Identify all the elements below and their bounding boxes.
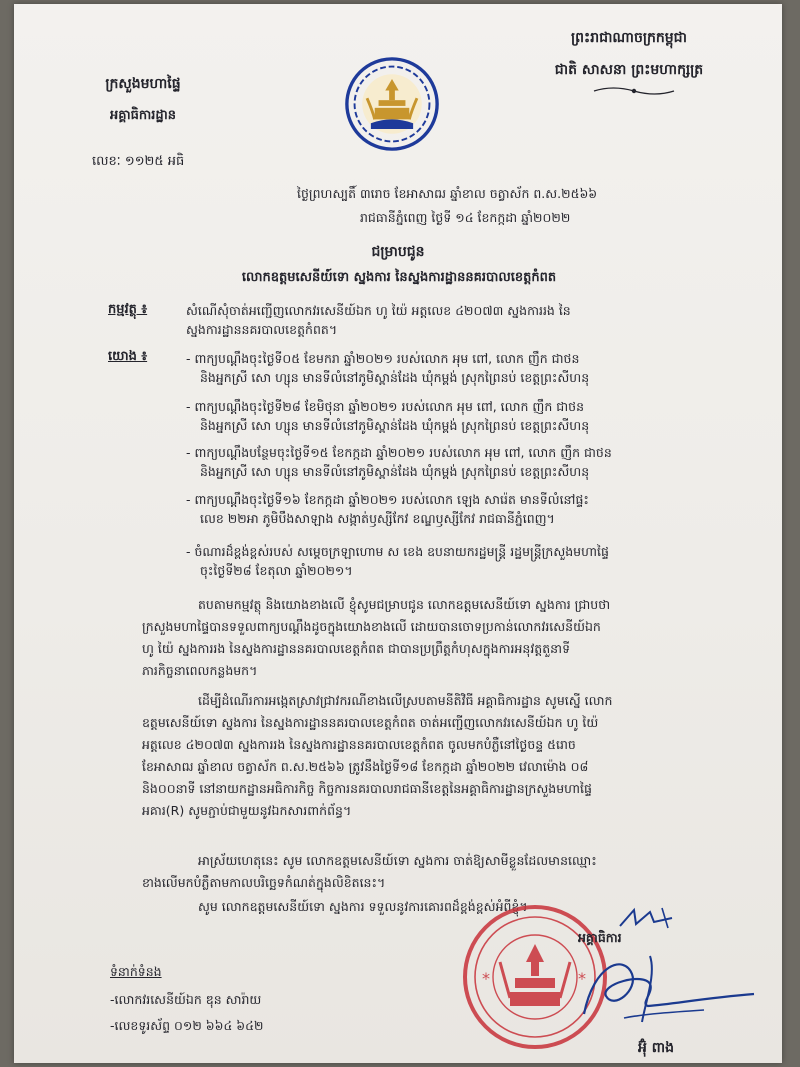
contact-heading: ទំនាក់ទំនង bbox=[110, 964, 162, 979]
reference-item: - ពាក្យបណ្តឹងបន្ថែមចុះថ្ងៃទី១៥ ខែកក្កដា ឆ្នាំ២០២១ របស់លោក អុម ពៅ, លោក ញឹក ជាថន bbox=[186, 445, 612, 460]
reference-item: និងអ្នកស្រី សោ ហ្សុន មានទីលំនៅភូមិស្ពាន់ដែង ឃុំកម្ពង់ ស្រុកព្រៃនប់ ខេត្តព្រះសីហនុ bbox=[200, 464, 590, 479]
lunar-date: ថ្ងៃព្រហស្បតិ៍ ៣រោច ខែអាសាឍ ឆ្នាំខាល ចត្វាស័ក ព.ស.២៥៦៦ bbox=[297, 186, 598, 201]
ministry-emblem-icon bbox=[344, 56, 440, 152]
signature-icon bbox=[554, 944, 774, 1034]
subject-line: ស្នងការដ្ឋាននគរបាលខេត្តកំពត។ bbox=[186, 322, 338, 337]
paragraph-line: ខែអាសាឍ ឆ្នាំខាល ចត្វាស័ក ព.ស.២៥៦៦ ត្រូវនឹងថ្ងៃទី១៨ ខែកក្កដា ឆ្នាំ២០២២ វេលាម៉ោង ០៨ bbox=[142, 759, 589, 774]
paragraph-line: សូម លោកឧត្តមសេនីយ៍ទោ ស្នងការ ទទួលនូវការគោរពដ៏ខ្ពង់ខ្ពស់អំពីខ្ញុំ។ bbox=[198, 899, 528, 914]
body-paragraph bbox=[142, 850, 702, 894]
svg-text:*: * bbox=[578, 969, 586, 988]
paragraph-line: ក្រសួងមហាផ្ទៃបានទទួលពាក្យបណ្តឹងដូចក្នុងយោងខាងលើ ដោយបានចោទប្រកាន់លោកវរសេនីយ៍ឯក bbox=[142, 619, 601, 634]
reference-item: លេខ ២២អា ភូមិបឹងសាឡាង សង្កាត់ឫស្សីកែវ ខណ្ឌឫស្សីកែវ រាជធានីភ្នំពេញ។ bbox=[200, 511, 555, 526]
signatory-title: អគ្គាធិការ bbox=[578, 930, 622, 945]
reference-item: - ចំណារដ៏ខ្ពង់ខ្ពស់របស់ សម្តេចក្រឡាហោម ស ខេង ឧបនាយករដ្ឋមន្ត្រី រដ្ឋមន្ត្រីក្រសួងមហាផ្ទៃ bbox=[186, 544, 609, 559]
department-name: អគ្គាធិការដ្ឋាន bbox=[109, 108, 176, 123]
national-motto: ជាតិ សាសនា ព្រះមហាក្សត្រ bbox=[554, 62, 704, 78]
paragraph-line: ខាងលើមកបំភ្លឺតាមកាលបរិច្ឆេទកំណត់ក្នុងលិខិតនេះ។ bbox=[142, 875, 386, 890]
reference-item: ចុះថ្ងៃទី២៨ ខែតុលា ឆ្នាំ២០២១។ bbox=[200, 563, 353, 578]
motto-ornament bbox=[592, 84, 676, 98]
reference-label: យោង ៖ bbox=[108, 349, 148, 364]
reference-item: - ពាក្យបណ្តឹងចុះថ្ងៃទី២៨ ខែមិថុនា ឆ្នាំ២០២១ របស់លោក អុម ពៅ, លោក ញឹក ជាថន bbox=[186, 399, 585, 414]
contact-person: -លោកវរសេនីយ៍ឯក ឌុន សារ៉ាយ bbox=[110, 992, 262, 1007]
reference-number: លេខៈ ១១២៥ អធិ bbox=[92, 154, 185, 169]
body-paragraph bbox=[142, 594, 702, 682]
paragraph-line: ឧត្តមសេនីយ៍ទោ ស្នងការ នៃស្នងការដ្ឋាននគរបាលខេត្តកំពត ចាត់អញ្ជើញលោកវរសេនីយ៍ឯក ហូ យ៉ៃ bbox=[142, 715, 599, 730]
addressee-name: លោកឧត្តមសេនីយ៍ទោ ស្នងការ នៃស្នងការដ្ឋាននគរបាលខេត្តកំពត bbox=[241, 270, 557, 285]
paragraph-line: អាស្រ័យហេតុនេះ សូម លោកឧត្តមសេនីយ៍ទោ ស្នងការ ចាត់ឱ្យសាមីខ្លួនដែលមានឈ្មោះ bbox=[198, 853, 597, 868]
svg-text:*: * bbox=[482, 969, 490, 988]
paragraph-line: ដើម្បីដំណើរការអង្កេតស្រាវជ្រាវករណីខាងលើស្របតាមនីតិវិធី អគ្គាធិការដ្ឋាន សូមស្នើ លោក bbox=[198, 693, 613, 708]
paragraph-line: និង០០នាទី នៅនាយកដ្ឋានអធិការកិច្ច កិច្ចការនគរបាលរាជធានីខេត្តនៃអគ្គាធិការដ្ឋានក្រសួងមហាផ្ទៃ bbox=[142, 781, 592, 796]
reference-item: - ពាក្យបណ្តឹងចុះថ្ងៃទី០៥ ខែមករា ឆ្នាំ២០២១ របស់លោក អុម ពៅ, លោក ញឹក ជាថន bbox=[186, 351, 580, 366]
kingdom-title: ព្រះរាជាណាចក្រកម្ពុជា bbox=[570, 30, 687, 46]
paragraph-line: តបតាមកម្មវត្ថុ និងយោងខាងលើ ខ្ញុំសូមជម្រាបជូន លោកឧត្តមសេនីយ៍ទោ ស្នងការ ជ្រាបថា bbox=[198, 597, 611, 612]
ministry-name: ក្រសួងមហាផ្ទៃ bbox=[105, 76, 181, 92]
reference-item: - ពាក្យបណ្តឹងចុះថ្ងៃទី១៦ ខែកក្កដា ឆ្នាំ២០២១ របស់លោក ឡេង សារ៉េត មានទីលំនៅផ្ទះ bbox=[186, 492, 589, 507]
paragraph-line: អគារ(R) សូមភ្ជាប់ជាមួយនូវឯកសារពាក់ព័ន្ធ។ bbox=[142, 803, 352, 818]
solar-date: រាជធានីភ្នំពេញ ថ្ងៃទី ១៤ ខែកក្កដា ឆ្នាំ២០២២ bbox=[360, 210, 571, 225]
subject-label: កម្មវត្ថុ ៖ bbox=[108, 302, 148, 317]
reference-item: និងអ្នកស្រី សោ ហ្សុន មានទីលំនៅភូមិស្ពាន់ដែង ឃុំកម្ពង់ ស្រុកព្រៃនប់ ខេត្តព្រះសីហនុ bbox=[200, 370, 590, 385]
addressee-heading: ជម្រាបជូន bbox=[371, 244, 425, 260]
document-page bbox=[14, 4, 782, 1063]
subject-line: សំណើសុំចាត់អញ្ជើញលោកវរសេនីយ៍ឯក ហូ យ៉ៃ អត្តលេខ ៤២០៧៣ ស្នងការរង នៃ bbox=[186, 303, 571, 318]
paragraph-line: ហូ យ៉ៃ ស្នងការរង នៃស្នងការដ្ឋាននគរបាលខេត្តកំពត ជាបានប្រព្រឹត្តកំហុសក្នុងការអនុវត្តតួនាទី bbox=[142, 641, 571, 656]
contact-phone: -លេខទូរស័ព្ទ ០១២ ៦៦៤ ៦៤២ bbox=[110, 1018, 264, 1033]
reference-item: និងអ្នកស្រី សោ ហ្សុន មានទីលំនៅភូមិស្ពាន់ដែង ឃុំកម្ពង់ ស្រុកព្រៃនប់ ខេត្តព្រះសីហនុ bbox=[200, 418, 590, 433]
signature-mark-icon bbox=[614, 904, 704, 932]
body-paragraph bbox=[142, 690, 702, 822]
paragraph-line: អត្តលេខ ៤២០៧៣ ស្នងការរង នៃស្នងការដ្ឋាននគរបាលខេត្តកំពត ចូលមកបំភ្លឺនៅថ្ងៃចន្ទ ៥រោច bbox=[142, 737, 576, 752]
paragraph-line: ភារកិច្ចនាពេលកន្លងមក។ bbox=[142, 663, 258, 678]
signatory-name: អ៊ុំ ពាង bbox=[638, 1040, 674, 1056]
